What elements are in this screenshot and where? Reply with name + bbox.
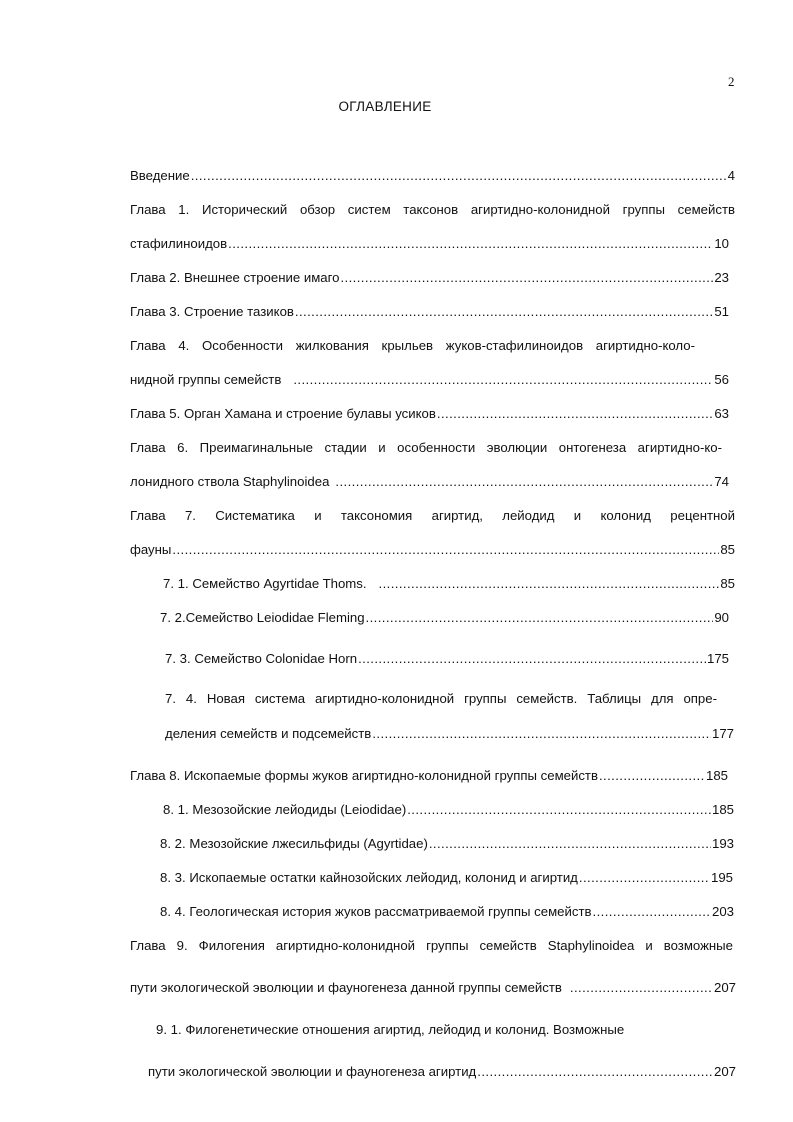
toc-entry-section-7-2: [160, 610, 729, 626]
dot-leader: [228, 236, 713, 252]
toc-entry-title: 8. 1. Мезозойские лейодиды (Leiodidae): [163, 802, 407, 817]
toc-entry-page: 56: [714, 372, 729, 387]
toc-entry-chapter-1: [130, 236, 729, 252]
toc-entry-page: 207: [713, 1064, 736, 1079]
toc-entry-title: Глава 3. Строение тазиков: [130, 304, 294, 319]
toc-entry-section-7-1: [163, 576, 735, 592]
toc-entry-title: лонидного ствола Staphylinoidea: [130, 474, 330, 489]
toc-entry-title: фауны: [130, 542, 172, 557]
toc-entry-title: 7. 2.Семейство Leiodidae Fleming: [160, 610, 365, 625]
toc-entry-page: 185: [711, 802, 734, 817]
toc-entry-chapter-9-line-1: Глава 9. Филогения агиртидно-колонидной группы семейств Staphylinoidea и возможные: [130, 938, 733, 953]
dot-leader: [570, 980, 713, 996]
toc-entry-chapter-3: [130, 304, 729, 320]
dot-leader: [293, 372, 713, 388]
toc-entry-section-8-4: [160, 904, 734, 920]
toc-entry-title: пути экологической эволюции и фауногенеза данной группы семейств: [130, 980, 562, 995]
toc-entry-page: 85: [720, 576, 735, 591]
dot-leader: [372, 726, 711, 742]
dot-leader: [295, 304, 713, 320]
toc-entry-section-7-3: [165, 651, 729, 667]
toc-entry-page: 203: [711, 904, 734, 919]
toc-entry-page: 195: [710, 870, 733, 885]
toc-entry-title: 8. 3. Ископаемые остатки кайнозойских лейодид, колонид и агиртид: [160, 870, 578, 885]
toc-entry-section-9-1: [148, 1064, 736, 1080]
toc-entry-title: нидной группы семейств: [130, 372, 282, 387]
toc-entry-chapter-1-line-1: Глава 1. Исторический обзор систем таксонов агиртидно-колонидной группы семейств: [130, 202, 735, 217]
toc-entry-title: Глава 8. Ископаемые формы жуков агиртидно-колонидной группы семейств: [130, 768, 598, 783]
page-number: 2: [728, 74, 735, 89]
toc-entry-chapter-5: [130, 406, 729, 422]
toc-entry-page: 74: [714, 474, 729, 489]
toc-entry-title: 8. 4. Геологическая история жуков рассматриваемой группы семейств: [160, 904, 592, 919]
toc-entry-page: 51: [714, 304, 729, 319]
dot-leader: [335, 474, 713, 490]
dot-leader: [599, 768, 705, 784]
toc-entry-intro: [130, 168, 735, 184]
toc-entry-chapter-4: [130, 372, 729, 388]
page-title: ОГЛАВЛЕНИЕ: [338, 99, 432, 114]
toc-entry-page: 10: [714, 236, 729, 251]
dot-leader: [407, 802, 711, 818]
dot-leader: [593, 904, 711, 920]
toc-entry-title: стафилиноидов: [130, 236, 228, 251]
toc-entry-title: Глава 2. Внешнее строение имаго: [130, 270, 340, 285]
toc-entry-title: пути экологической эволюции и фауногенеза агиртид: [148, 1064, 477, 1079]
dot-leader: [340, 270, 713, 286]
toc-entry-page: 23: [714, 270, 729, 285]
toc-entry-chapter-6: [130, 474, 729, 490]
toc-entry-chapter-4-line-1: Глава 4. Особенности жилкования крыльев жуков-стафилиноидов агиртидно-коло-: [130, 338, 695, 353]
toc-entry-page: 193: [711, 836, 734, 851]
toc-entry-page: 185: [705, 768, 728, 783]
toc-entry-page: 90: [714, 610, 729, 625]
toc-entry-page: 4: [727, 168, 735, 183]
toc-entry-chapter-7: [130, 542, 735, 558]
dot-leader: [191, 168, 727, 184]
toc-entry-section-7-4: [165, 726, 734, 742]
toc-entry-section-8-2: [160, 836, 734, 852]
dot-leader: [429, 836, 711, 852]
toc-entry-page: 177: [711, 726, 734, 741]
toc-entry-page: 207: [713, 980, 736, 995]
dot-leader: [379, 576, 720, 592]
toc-entry-page: 63: [714, 406, 729, 421]
toc-entry-section-7-4-line-1: 7. 4. Новая система агиртидно-колонидной группы семейств. Таблицы для опре-: [165, 691, 717, 706]
toc-entry-chapter-2: [130, 270, 729, 286]
toc-entry-section-8-1: [163, 802, 734, 818]
toc-entry-title: Введение: [130, 168, 190, 183]
toc-entry-chapter-6-line-1: Глава 6. Преимагинальные стадии и особенности эволюции онтогенеза агиртидно-ко-: [130, 440, 722, 455]
dot-leader: [366, 610, 714, 626]
toc-entry-section-9-1-line-1: 9. 1. Филогенетические отношения агиртид, лейодид и колонид. Возможные: [156, 1022, 625, 1037]
toc-entry-chapter-9: [130, 980, 736, 996]
toc-entry-page: 85: [720, 542, 735, 557]
toc-entry-chapter-7-line-1: Глава 7. Систематика и таксономия агиртид, лейодид и колонид рецентной: [130, 508, 735, 523]
dot-leader: [437, 406, 713, 422]
dot-leader: [358, 651, 706, 667]
toc-entry-title: деления семейств и подсемейств: [165, 726, 372, 741]
dot-leader: [579, 870, 710, 886]
dot-leader: [477, 1064, 713, 1080]
toc-entry-title: 7. 3. Семейство Colonidae Horn: [165, 651, 358, 666]
toc-entry-chapter-8: [130, 768, 728, 784]
toc-entry-section-8-3: [160, 870, 733, 886]
dot-leader: [172, 542, 719, 558]
toc-entry-title: 8. 2. Мезозойские лжесильфиды (Agyrtidae): [160, 836, 428, 851]
toc-entry-page: 175: [706, 651, 729, 666]
toc-entry-title: 7. 1. Семейство Agyrtidae Thoms.: [163, 576, 367, 591]
toc-entry-title: Глава 5. Орган Хамана и строение булавы усиков: [130, 406, 436, 421]
